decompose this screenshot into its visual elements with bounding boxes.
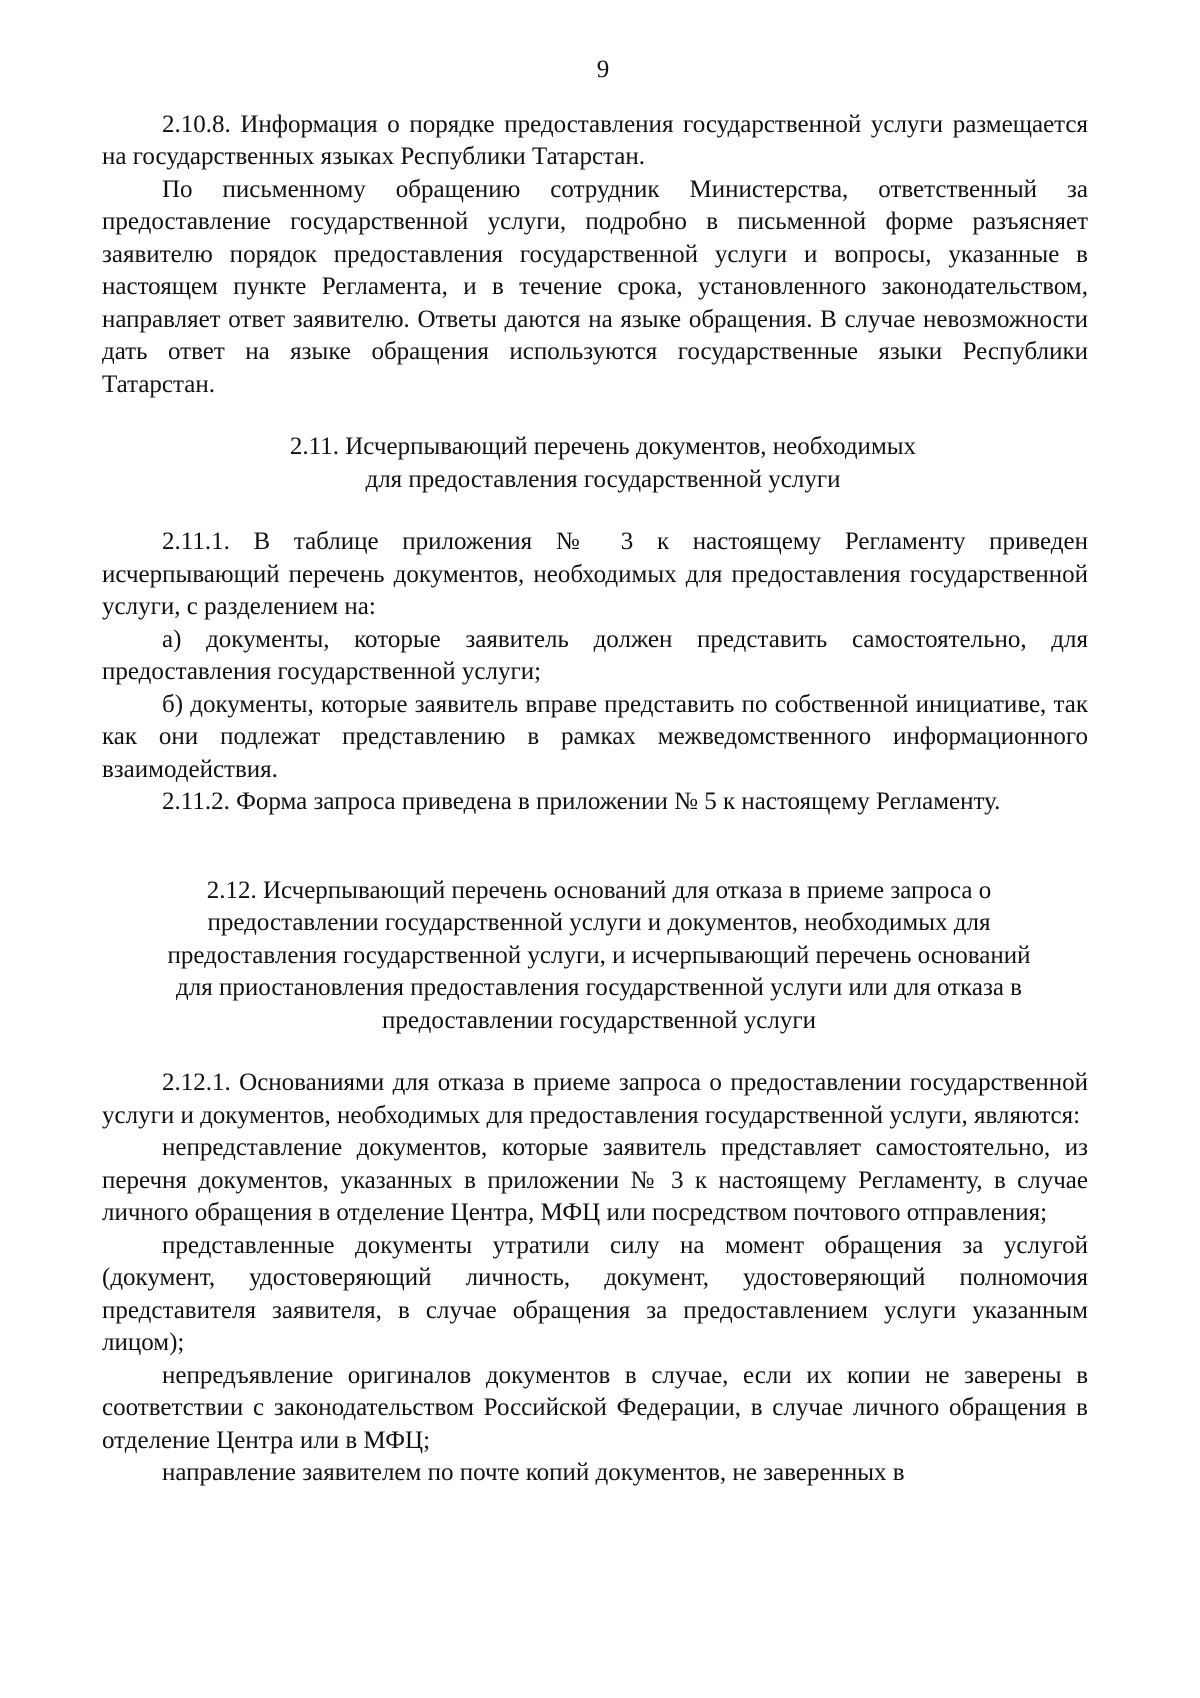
reason-item: непредставление документов, которые заявитель представляет самостоятельно, из перечня документов, указанных в приложении № 3 к настоящему Регламенту, в случае личного обращения в отделение Центра, МФЦ или посредством почтового отправления; bbox=[102, 1134, 1088, 1226]
heading-line: предоставлении государственной услуги и документов, необходимых для bbox=[207, 909, 991, 936]
reason-item: представленные документы утратили силу на момент обращения за услугой (документ, удостоверяющий личность, документ, удостоверяющий полномочия представителя заявителя, в случае обращения за предоставлением услуги указанным лицом); bbox=[102, 1231, 1088, 1356]
paragraph-2-11-2: 2.11.2. Форма запроса приведена в приложении № 5 к настоящему Регламенту. bbox=[162, 788, 1001, 815]
heading-line: предоставлении государственной услуги bbox=[382, 1006, 816, 1034]
section-heading-2-12 bbox=[102, 875, 1088, 1038]
heading-line: для приостановления предоставления государственной услуги или для отказа в bbox=[176, 974, 1022, 1001]
heading-line: 2.11. Исчерпывающий перечень документов, необходимых bbox=[289, 433, 917, 460]
paragraph-2-12-1: 2.12.1. Основаниями для отказа в приеме запроса о предоставлении государственной услуги и документов, необходимых для предоставления государственной услуги, являются: bbox=[102, 1069, 1088, 1129]
list-item-a: а) документы, которые заявитель должен представить самостоятельно, для предоставления государственной услуги; bbox=[102, 625, 1088, 685]
list-item-b: б) документы, которые заявитель вправе представить по собственной инициативе, так как они подлежат представлению в рамках межведомственного информационного взаимодействия. bbox=[102, 690, 1088, 783]
section-heading-2-11 bbox=[102, 431, 1088, 496]
heading-line: для предоставления государственной услуги bbox=[365, 465, 841, 493]
reason-item: непредъявление оригиналов документов в случае, если их копии не заверены в соответствии с законодательством Российской Федерации, в случае личного обращения в отделение Центра или в МФЦ; bbox=[102, 1361, 1088, 1454]
paragraph-2-10-8: 2.10.8. Информация о порядке предоставления государственной услуги размещается на государственных языках Республики Татарстан. bbox=[102, 110, 1088, 170]
page-number: 9 bbox=[596, 56, 610, 83]
heading-line: 2.12. Исчерпывающий перечень оснований для отказа в приеме запроса о bbox=[206, 876, 992, 904]
paragraph-written-request: По письменному обращению сотрудник Министерства, ответственный за предоставление государственной услуги, подробно в письменной форме разъясняет заявителю порядок предоставления государственной услуги и вопросы, указанные в настоящем пункте Регламента, и в течение срока, установленного законодательством, направляет ответ заявителю. Ответы даются на языке обращения. В случае невозможности дать ответ на языке обращения используются государственные языки Республики Татарстан. bbox=[102, 175, 1088, 398]
paragraph-2-11-1: 2.11.1. В таблице приложения № 3 к настоящему Регламенту приведен исчерпывающий перечень документов, необходимых для предоставления государственной услуги, с разделением на: bbox=[102, 528, 1088, 620]
heading-line: предоставления государственной услуги, и исчерпывающий перечень оснований bbox=[167, 941, 1031, 969]
reason-item: направление заявителем по почте копий документов, не заверенных в bbox=[162, 1459, 905, 1486]
